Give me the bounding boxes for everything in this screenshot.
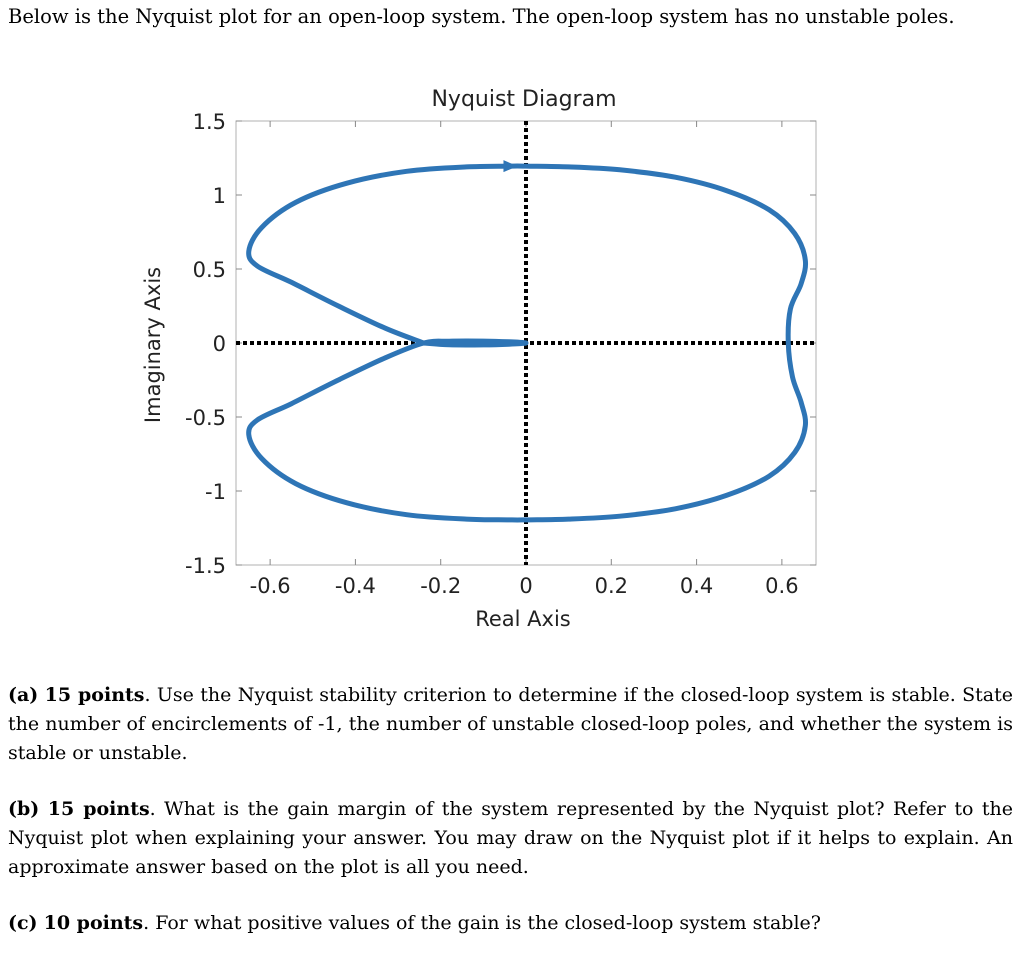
question-c <box>8 909 1013 938</box>
x-tick-label: 0 <box>519 574 533 598</box>
question-a-text: . Use the Nyquist stability criterion to determine if the closed-loop system is stable. State the number of encirclements of -1, the number of unstable closed-loop poles, and whether the system is stable or unstable. <box>8 684 1013 764</box>
x-tick-label: 0.2 <box>594 574 628 598</box>
chart-title: Nyquist Diagram <box>431 87 617 112</box>
question-b-label: (b) <box>8 798 40 820</box>
question-c-label: (c) <box>8 912 38 934</box>
problem-intro: Below is the Nyquist plot for an open-loop system. The open-loop system has no unstable poles. <box>8 5 955 28</box>
y-tick-label: 1.5 <box>192 110 226 134</box>
question-a-label: (a) <box>8 684 39 706</box>
y-tick-label: 0 <box>212 332 226 356</box>
x-tick-label: 0.4 <box>679 574 714 598</box>
x-tick-label: -0.2 <box>420 574 462 598</box>
question-c-text: . For what positive values of the gain is the closed-loop system stable? <box>143 912 821 934</box>
y-tick-label: 1 <box>212 184 226 208</box>
nyquist-chart <box>0 70 1024 630</box>
x-axis-label: Real Axis <box>475 607 571 630</box>
question-b-points: 15 points <box>47 798 150 820</box>
question-b-text: . What is the gain margin of the system represented by the Nyquist plot? Refer to the Nyquist plot when explaining your answer. You may draw on the Nyquist plot if it helps to explain. An approximate answer based on the plot is all you need. <box>8 798 1013 878</box>
question-b <box>8 795 1013 882</box>
x-tick-label: -0.4 <box>334 574 376 598</box>
x-tick-label: -0.6 <box>249 574 291 598</box>
question-c-points: 10 points <box>43 912 144 934</box>
direction-arrow <box>503 160 517 172</box>
y-tick-label: 0.5 <box>192 258 226 282</box>
x-tick-label: 0.6 <box>765 574 799 598</box>
y-axis-label: Imaginary Axis <box>141 266 165 424</box>
y-tick-label: -0.5 <box>185 406 226 430</box>
y-tick-label: -1 <box>205 480 226 504</box>
question-a <box>8 681 1013 768</box>
question-a-points: 15 points <box>44 684 145 706</box>
y-tick-label: -1.5 <box>185 554 226 578</box>
